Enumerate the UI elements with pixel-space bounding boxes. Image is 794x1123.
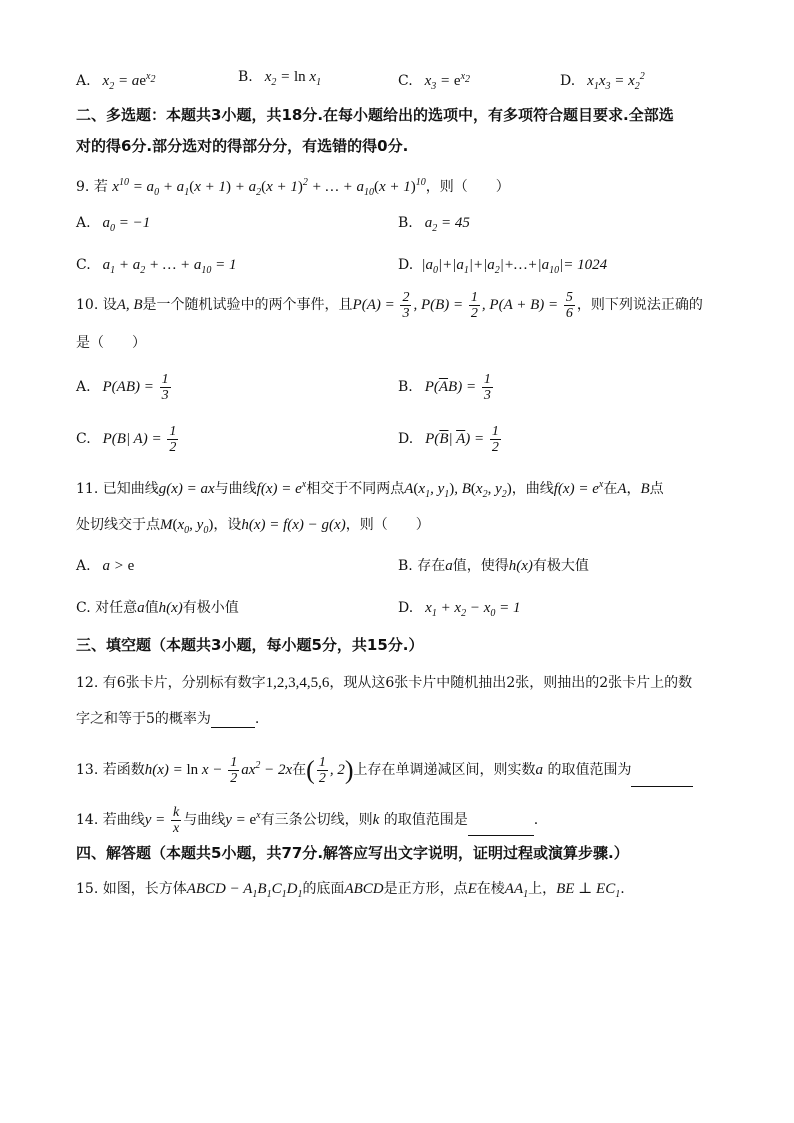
q10-text: 设 <box>102 297 117 313</box>
formula: B <box>640 481 650 497</box>
formula: $A(x_1$, $y_1$), $B(x_2$, $y_2$) <box>404 481 512 500</box>
q14-stem <box>76 800 538 836</box>
formula: h(x) <box>508 558 533 574</box>
section2-title-line2: 对的得6分.部分选对的得部分分，有选错的得0分. <box>76 137 409 155</box>
q9-suffix: ，则（ ） <box>425 179 510 195</box>
q11-text: 点 <box>649 481 664 497</box>
q11-text: 与曲线 <box>214 481 257 497</box>
option-label: B. <box>398 378 413 395</box>
q8-option-a <box>76 68 155 96</box>
q11-stem-line2 <box>76 516 430 540</box>
formula: $AA_1$ <box>504 881 529 900</box>
section4-title: 四、解答题（本题共5小题，共77分.解答应写出文字说明，证明过程或演算步骤.） <box>76 844 629 862</box>
q11-stem: 11. 已知曲线g(x) = ax与曲线$f(x) = e^x$相交于不同两点$A(x_1$, $y_1$), $B(x_2$, $y_2$)，曲线$f(x) = e^x$在A，B点 <box>76 479 664 500</box>
formula: $a_0 = -1$ <box>95 215 151 234</box>
q10-option-a <box>76 372 173 403</box>
q14-text: 若曲线 <box>102 812 145 828</box>
formula: A <box>617 481 627 497</box>
q13-stem <box>76 750 693 787</box>
formula: $f(x) = e^x$ <box>553 479 604 497</box>
option-label: A. <box>76 73 91 89</box>
option-label: D. <box>398 430 414 447</box>
q12-stem-line2 <box>76 710 259 728</box>
q11-text: 相交于不同两点 <box>306 481 405 497</box>
formula: E <box>467 881 477 897</box>
question-number: 11. <box>76 481 99 497</box>
formula: A, B <box>116 297 143 313</box>
question-number: 14. <box>76 812 99 828</box>
formula: k <box>372 812 380 828</box>
q11-text: ，曲线 <box>511 481 554 497</box>
formula: $|a_0|+|a_1|+|a_2|+\dots+|a_{10}|= 1024$ <box>417 257 608 276</box>
q14-text: 与曲线 <box>183 812 226 828</box>
formula: ABCD − $A_1B_1C_1D_1$ <box>186 881 303 900</box>
q9-option-d <box>398 256 607 280</box>
formula: a <box>535 762 543 778</box>
formula: $x_3 = e^{x_2}$ <box>417 71 471 92</box>
q11-option-c <box>76 599 239 617</box>
formula: P(A) = $\frac{2}{3}$ , P(B) = $\frac{1}{2}$ , P(A + B) = $\frac{5}{6}$ <box>352 290 573 322</box>
formula: h(x) <box>158 600 183 616</box>
answer-blank[interactable] <box>211 713 255 728</box>
q11-option-b <box>398 557 589 575</box>
option-label: B. <box>398 215 413 231</box>
q8-option-d <box>560 68 645 96</box>
formula: a > e <box>95 558 135 574</box>
q11-text: 在 <box>603 481 618 497</box>
formula: $a_1 + a_2$ + … + $a_{10} = 1$ <box>95 257 237 276</box>
formula: $P(\overline{B}|$ $\overline{A}$) = $\frac{1}{2}$ <box>417 424 499 455</box>
formula: P(AB) = $\frac{1}{3}$ <box>95 372 169 403</box>
option-label: C. <box>76 600 91 616</box>
option-label: B. <box>238 69 253 85</box>
formula: $x_2 = ae^{x_2}$ <box>95 71 156 92</box>
formula: g(x) = ax <box>158 481 215 497</box>
formula: $P(\overline{A}B)$ = $\frac{1}{3}$ <box>417 372 491 403</box>
question-number: 13. <box>76 762 99 778</box>
q12-text: . <box>254 711 260 727</box>
formula: a <box>445 558 453 574</box>
option-text: 有极大值 <box>532 558 589 574</box>
q14-text: . <box>533 812 539 828</box>
formula: ABCD <box>344 881 384 897</box>
formula: h(x) = f(x) − g(x) <box>241 517 346 533</box>
q15-stem <box>76 880 625 904</box>
question-number: 10. <box>76 297 99 313</box>
formula: y = $\frac{k}{x}$ <box>144 805 180 837</box>
q13-text: 的取值范围为 <box>547 762 632 778</box>
q8-option-c <box>398 68 470 96</box>
option-text: 对任意 <box>95 600 138 616</box>
q12-text: 有 <box>102 675 117 691</box>
formula: BE ⊥ $EC_1$ <box>556 881 621 900</box>
q12-text: 6张卡片中随机抽出 <box>385 675 507 691</box>
question-number: 12. <box>76 675 99 691</box>
question-number: 15. <box>76 881 99 897</box>
q10-option-b <box>398 372 495 403</box>
q12-text: 2张卡片上的数 <box>599 675 693 691</box>
q13-text: 上存在单调递减区间，则实数 <box>353 762 536 778</box>
option-label: A. <box>76 215 91 231</box>
q9-prefix: 若 <box>93 179 108 195</box>
formula: P(B| A) = $\frac{1}{2}$ <box>95 424 177 455</box>
formula: $x_2 = \ln x_1$ <box>257 69 322 88</box>
q10-text: ，则下列说法正确的 <box>576 297 703 313</box>
question-number: 9. <box>76 179 90 195</box>
q12-text: 2张，则抽出的 <box>506 675 600 691</box>
q11-text: ，设 <box>213 517 242 533</box>
q11-option-d <box>398 599 521 623</box>
q14-text: 的取值范围是 <box>383 812 468 828</box>
q12-stem <box>76 674 692 692</box>
option-text: 值，使得 <box>452 558 509 574</box>
option-text: 值 <box>144 600 159 616</box>
q9-stem <box>76 174 510 202</box>
formula: $x^{10} = a_0 + a_1(x + 1) + a_2(x + 1)^2$ + … + $a_{10}(x + 1)^{10}$ <box>112 177 426 198</box>
q11-option-a <box>76 557 134 575</box>
option-label: D. <box>560 73 576 89</box>
q10-stem-line2: 是（ ） <box>76 335 146 351</box>
formula: $a_2 = 45$ <box>417 215 470 234</box>
q15-text: 在棱 <box>476 881 505 897</box>
q12-text: 字之和等于5的概率为 <box>76 711 211 727</box>
q10-option-c <box>76 424 180 455</box>
q14-text: 有三条公切线，则 <box>260 812 373 828</box>
section2-title-line1: 二、多选题：本题共3小题，共18分.在每小题给出的选项中，有多项符合题目要求.全部选 <box>76 106 674 124</box>
formula: h(x) = ln x − $\frac{1}{2}$ $ax^2 - 2x$ <box>144 755 293 787</box>
option-text: 有极小值 <box>182 600 239 616</box>
option-label: B. <box>398 558 413 574</box>
option-label: C. <box>76 430 91 447</box>
formula: $M(x_0$, $y_0$) <box>160 517 214 536</box>
q9-option-c <box>76 256 236 280</box>
q11-text: 处切线交于点 <box>76 517 160 533</box>
q12-text: ，现从这 <box>329 675 386 691</box>
option-label: D. <box>398 600 414 616</box>
q15-text: . <box>620 881 625 897</box>
formula: ( $\frac{1}{2}$ , 2) <box>306 755 354 787</box>
formula: $x_1 + x_2 - x_0 = 1$ <box>417 600 521 619</box>
q15-text: 如图，长方体 <box>102 881 187 897</box>
q9-option-a <box>76 214 150 238</box>
section3-title: 三、填空题（本题共3小题，每小题5分，共15分.） <box>76 636 424 654</box>
q11-text: ，则（ ） <box>345 517 430 533</box>
formula: $x_1x_3 = x_2^2$ <box>579 71 645 92</box>
option-label: A. <box>76 558 91 574</box>
formula: $y = e^x$ <box>225 810 261 828</box>
q15-text: 上， <box>528 881 557 897</box>
option-label: A. <box>76 378 91 395</box>
q12-text: 6张卡片，分别标有数字 <box>116 675 266 691</box>
option-label: D. <box>398 257 414 273</box>
q10-stem <box>76 290 703 321</box>
option-label: C. <box>398 73 413 89</box>
formula: $f(x) = e^x$ <box>256 479 307 497</box>
q10-option-d <box>398 424 503 455</box>
formula: a <box>137 600 145 616</box>
q9-option-b <box>398 214 470 238</box>
answer-blank[interactable] <box>468 821 534 836</box>
q15-text: 是正方形，点 <box>383 881 468 897</box>
q13-text: 若函数 <box>102 762 145 778</box>
q10-text: 是一个随机试验中的两个事件，且 <box>142 297 353 313</box>
q15-text: 的底面 <box>302 881 345 897</box>
q13-text: 在 <box>292 762 307 778</box>
option-text: 存在 <box>417 558 446 574</box>
q12-digits: 1,2,3,4,5,6 <box>265 675 330 691</box>
answer-blank[interactable] <box>631 772 693 787</box>
q11-text: 已知曲线 <box>102 481 159 497</box>
q8-option-b <box>238 68 321 92</box>
option-label: C. <box>76 257 91 273</box>
